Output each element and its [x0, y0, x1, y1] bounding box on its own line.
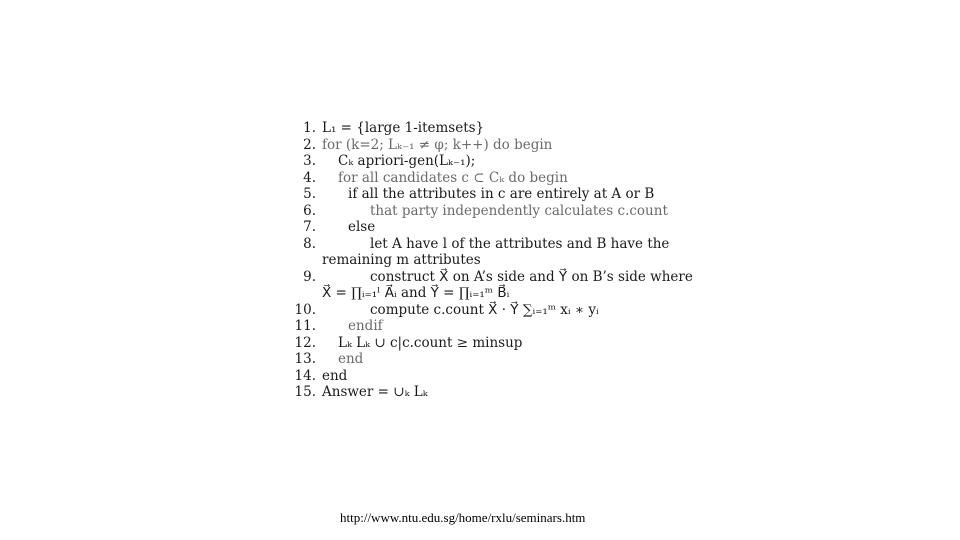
line-text: construct X⃗ on A’s side and Y⃗ on B’s side where [370, 268, 693, 285]
line-text: endif [348, 318, 383, 334]
algorithm-line [288, 137, 708, 154]
line-number: 8. [303, 235, 316, 252]
line-number: 9. [303, 268, 316, 285]
algorithm-line [288, 153, 708, 170]
line-text: let A have l of the attributes and B have the [370, 235, 670, 252]
line-text: if all the attributes in c are entirely at A or B [348, 186, 655, 202]
algorithm-line [288, 252, 708, 269]
algorithm-line [288, 318, 708, 335]
algorithm-line [288, 351, 708, 368]
algorithm-line [288, 335, 708, 352]
line-number: 14. [294, 367, 316, 384]
line-text: Lₖ Lₖ ∪ c|c.count ≥ minsup [338, 334, 523, 351]
source-url: http://www.ntu.edu.sg/home/rxlu/seminars.htm [340, 510, 586, 525]
algorithm-line [288, 186, 708, 203]
line-number: 13. [294, 351, 316, 367]
line-text: compute c.count X⃗ · Y⃗ ∑ᵢ₌₁ᵐ xᵢ ∗ yᵢ [370, 301, 599, 318]
line-text: for (k=2; Lₖ₋₁ ≠ φ; k++) do begin [322, 136, 553, 153]
algorithm-line [288, 236, 708, 253]
algorithm-line [288, 368, 708, 385]
line-text: end [338, 351, 364, 367]
algorithm-line [288, 219, 708, 236]
line-number: 7. [303, 219, 316, 235]
line-number: 6. [303, 202, 316, 219]
line-text: else [348, 219, 376, 235]
line-text: L₁ = {large 1-itemsets} [322, 120, 485, 136]
line-number: 5. [303, 186, 316, 202]
line-number: 10. [294, 301, 316, 318]
algorithm-line [288, 203, 708, 220]
algorithm-line [288, 269, 708, 286]
line-number: 3. [303, 153, 316, 169]
line-number: 11. [294, 318, 316, 334]
algorithm-line [288, 384, 708, 401]
line-number: 4. [303, 169, 316, 186]
line-number: 12. [294, 334, 316, 351]
line-text: remaining m attributes [322, 252, 481, 268]
algorithm-line [288, 170, 708, 187]
line-number: 15. [294, 384, 316, 400]
line-text: Cₖ apriori-gen(Lₖ₋₁); [338, 153, 476, 169]
line-text: X⃗ = ∏ᵢ₌₁ˡ A⃗ᵢ and Y⃗ = ∏ᵢ₌₁ᵐ B⃗ᵢ [322, 285, 510, 301]
algorithm-line [288, 302, 708, 319]
line-number: 2. [303, 136, 316, 153]
line-text: that party independently calculates c.count [370, 202, 668, 219]
line-number: 1. [303, 120, 316, 136]
algorithm-listing [288, 120, 708, 401]
algorithm-line [288, 120, 708, 137]
algorithm-line [288, 285, 708, 302]
line-text: Answer = ∪ₖ Lₖ [322, 384, 428, 400]
line-text: for all candidates c ⊂ Cₖ do begin [338, 169, 568, 186]
line-text: end [322, 367, 348, 384]
